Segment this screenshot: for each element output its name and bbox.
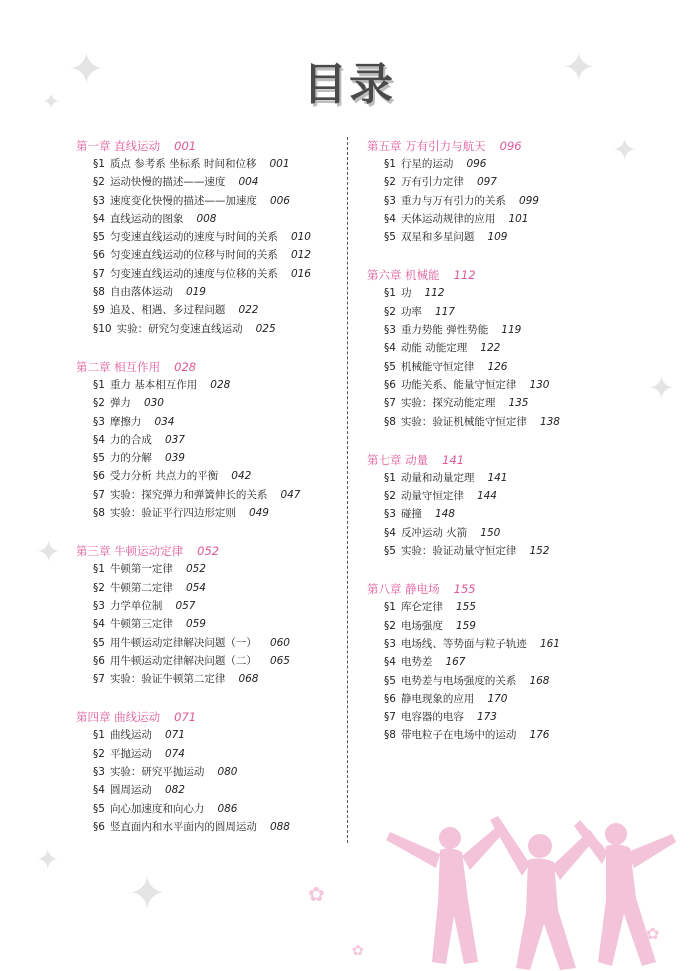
section-entry: §6 用牛顿运动定律解决问题（二） 065 bbox=[93, 654, 290, 667]
chapter-4 bbox=[76, 708, 346, 836]
section-entry: §3 速度变化快慢的描述——加速度 006 bbox=[93, 194, 290, 207]
section-entry: §1 库仑定律 155 bbox=[384, 601, 476, 614]
section-entry: §8 实验：验证机械能守恒定律 138 bbox=[384, 415, 560, 428]
chapter-3 bbox=[76, 542, 346, 688]
chapter-6 bbox=[367, 266, 657, 430]
section-entry: §2 万有引力定律 097 bbox=[384, 176, 497, 189]
section-entry: §6 竖直面内和水平面内的圆周运动 088 bbox=[93, 820, 290, 833]
toc-left-column bbox=[76, 137, 346, 856]
section-entry: §3 摩擦力 034 bbox=[93, 415, 175, 428]
section-entry: §9 追及、相遇、多过程问题 022 bbox=[93, 304, 259, 317]
section-entry: §1 牛顿第一定律 052 bbox=[93, 563, 206, 576]
section-entry: §7 实验：探究弹力和弹簧伸长的关系 047 bbox=[93, 488, 301, 501]
sparkle-icon: ✦ bbox=[68, 44, 105, 95]
section-entry: §5 实验：验证动量守恒定律 152 bbox=[384, 545, 550, 558]
sparkle-icon: ✦ bbox=[42, 90, 61, 115]
section-entry: §2 牛顿第二定律 054 bbox=[93, 581, 206, 594]
section-entry: §5 力的分解 039 bbox=[93, 452, 185, 465]
section-entry: §4 牛顿第三定律 059 bbox=[93, 618, 206, 631]
chapter-title: 第六章 机械能 112 bbox=[367, 268, 476, 283]
section-entry: §1 曲线运动 071 bbox=[93, 729, 185, 742]
section-entry: §4 圆周运动 082 bbox=[93, 784, 185, 797]
section-entry: §6 匀变速直线运动的位移与时间的关系 012 bbox=[93, 249, 311, 262]
section-entry: §5 用牛顿运动定律解决问题（一） 060 bbox=[93, 636, 290, 649]
chapter-title: 第一章 直线运动 001 bbox=[76, 139, 197, 153]
section-entry: §1 重力 基本相互作用 028 bbox=[93, 378, 231, 391]
section-entry: §2 功率 117 bbox=[384, 305, 455, 318]
section-entry: §2 电场强度 159 bbox=[384, 619, 476, 632]
section-entry: §4 直线运动的图象 008 bbox=[93, 212, 217, 225]
sparkle-icon: ✦ bbox=[36, 535, 62, 570]
chapter-title: 第五章 万有引力与航天 096 bbox=[367, 139, 522, 153]
section-entry: §7 实验：验证牛顿第二定律 068 bbox=[93, 673, 259, 686]
chapter-title: 第八章 静电场 155 bbox=[367, 582, 476, 597]
section-entry: §3 力学单位制 057 bbox=[93, 599, 196, 612]
section-entry: §3 碰撞 148 bbox=[384, 508, 455, 521]
section-entry: §4 电势差 167 bbox=[384, 656, 466, 669]
chapter-title: 第二章 相互作用 028 bbox=[76, 359, 197, 374]
chapter-7 bbox=[367, 451, 657, 560]
section-entry: §6 静电现象的应用 170 bbox=[384, 692, 508, 705]
section-entry: §2 运动快慢的描述——速度 004 bbox=[93, 176, 259, 189]
section-entry: §1 行星的运动 096 bbox=[384, 158, 487, 170]
sparkle-icon: ✦ bbox=[128, 866, 167, 920]
section-entry: §8 自由落体运动 019 bbox=[93, 286, 206, 299]
section-entry: §3 电场线、等势面与粒子轨迹 161 bbox=[384, 637, 560, 650]
dancers-illustration bbox=[380, 812, 680, 971]
section-entry: §4 天体运动规律的应用 101 bbox=[384, 212, 529, 225]
section-entry: §3 实验：研究平抛运动 080 bbox=[93, 766, 238, 779]
section-entry: §4 动能 动能定理 122 bbox=[384, 342, 501, 355]
sparkle-icon: ✦ bbox=[648, 369, 675, 407]
section-entry: §1 质点 参考系 坐标系 时间和位移 001 bbox=[93, 158, 290, 170]
toc-right-column bbox=[367, 133, 657, 765]
section-entry: §5 电势差与电场强度的关系 168 bbox=[384, 674, 550, 687]
section-entry: §5 机械能守恒定律 126 bbox=[384, 360, 508, 373]
section-entry: §4 力的合成 037 bbox=[93, 433, 185, 446]
chapter-title: 第四章 曲线运动 071 bbox=[76, 710, 197, 725]
flower-icon: ✿ bbox=[352, 943, 364, 959]
section-entry: §3 重力势能 弹性势能 119 bbox=[384, 324, 522, 337]
chapter-title: 第三章 牛顿运动定律 052 bbox=[76, 544, 220, 559]
chapter-5 bbox=[367, 133, 657, 246]
section-entry: §6 受力分析 共点力的平衡 042 bbox=[93, 470, 252, 483]
section-entry: §8 带电粒子在电场中的运动 176 bbox=[384, 729, 550, 742]
page-title: 目录 bbox=[303, 59, 395, 110]
section-entry: §2 平抛运动 074 bbox=[93, 747, 185, 760]
section-entry: §5 双星和多星问题 109 bbox=[384, 231, 508, 244]
section-entry: §5 匀变速直线运动的速度与时间的关系 010 bbox=[93, 231, 311, 244]
section-entry: §4 反冲运动 火箭 150 bbox=[384, 526, 501, 539]
section-entry: §7 匀变速直线运动的速度与位移的关系 016 bbox=[93, 267, 311, 280]
sparkle-icon: ✦ bbox=[612, 133, 638, 168]
section-entry: §10 实验：研究匀变速直线运动 025 bbox=[93, 322, 276, 335]
section-entry: §7 电容器的电容 173 bbox=[384, 711, 497, 724]
chapter-1 bbox=[76, 137, 346, 338]
section-entry: §3 重力与万有引力的关系 099 bbox=[384, 194, 539, 207]
section-entry: §5 向心加速度和向心力 086 bbox=[93, 802, 238, 815]
flower-icon: ✿ bbox=[308, 882, 325, 906]
chapter-title: 第七章 动量 141 bbox=[367, 452, 465, 467]
section-entry: §6 功能关系、能量守恒定律 130 bbox=[384, 378, 550, 391]
flower-icon: ✿ bbox=[646, 924, 660, 943]
section-entry: §1 功 112 bbox=[384, 287, 445, 300]
chapter-8 bbox=[367, 580, 657, 744]
sparkle-icon: ✦ bbox=[562, 45, 596, 91]
section-entry: §1 动量和动量定理 141 bbox=[384, 471, 508, 484]
column-divider bbox=[347, 137, 348, 843]
section-entry: §8 实验：验证平行四边形定则 049 bbox=[93, 507, 269, 520]
section-entry: §7 实验：探究动能定理 135 bbox=[384, 397, 529, 410]
section-entry: §2 弹力 030 bbox=[93, 397, 164, 410]
chapter-2 bbox=[76, 358, 346, 522]
sparkle-icon: ✦ bbox=[36, 843, 60, 876]
section-entry: §2 动量守恒定律 144 bbox=[384, 490, 497, 503]
